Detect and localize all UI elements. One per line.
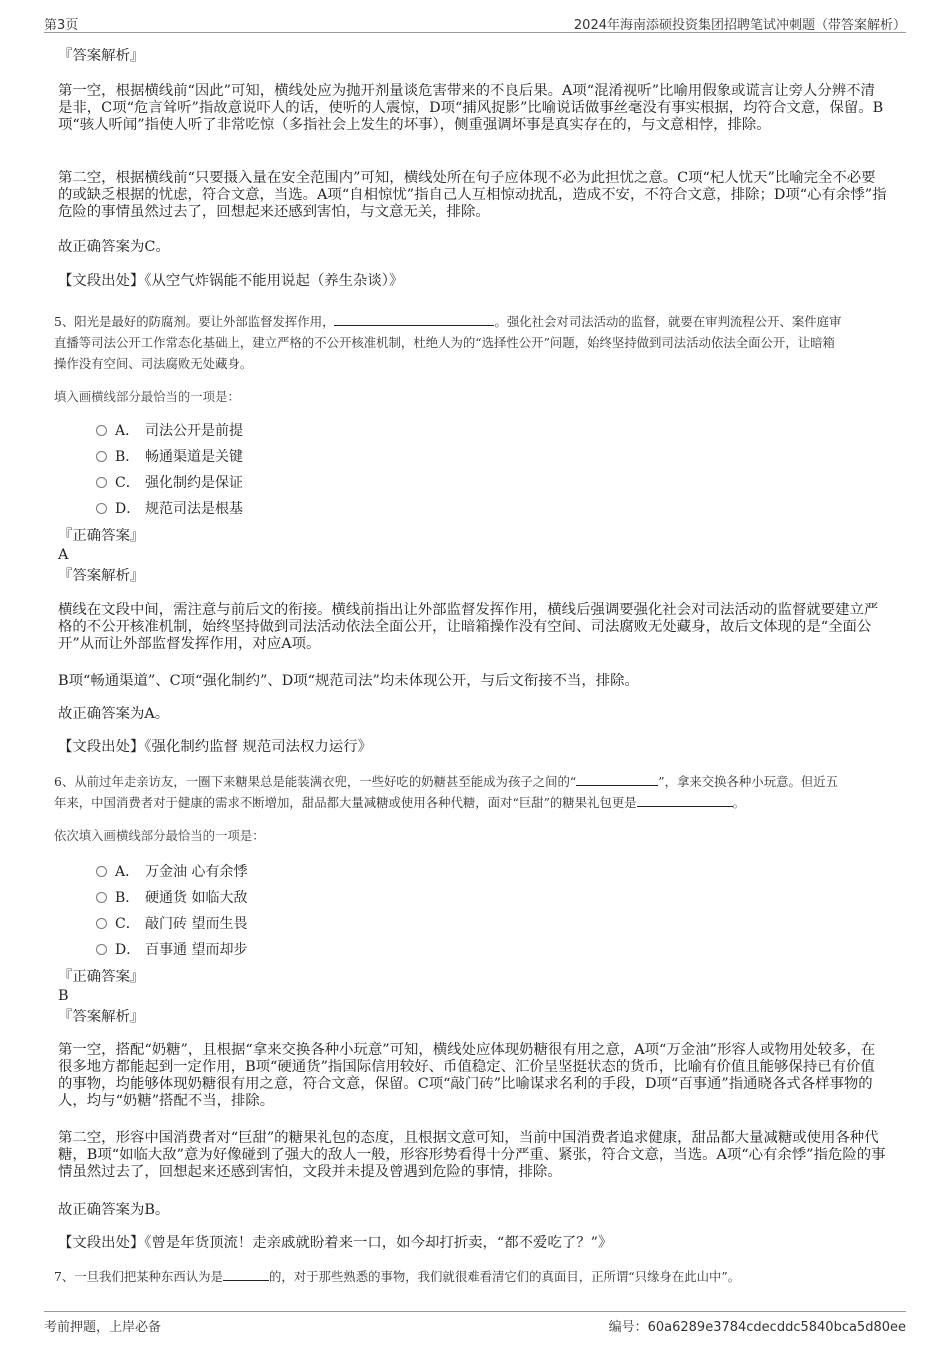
q6-answer-label: 『正确答案』 <box>58 969 145 985</box>
q6-option-a[interactable]: A． 万金油 心有余悸 <box>96 863 247 881</box>
q6-prompt: 依次填入画横线部分最恰当的一项是： <box>54 828 265 843</box>
page-header <box>44 12 906 33</box>
radio-icon[interactable] <box>96 944 107 955</box>
q4-analysis-label: 『答案解析』 <box>58 48 145 64</box>
page-number: 第3页 <box>44 18 79 33</box>
radio-icon[interactable] <box>96 451 107 462</box>
q5-answer-label: 『正确答案』 <box>58 528 145 544</box>
q5-option-c[interactable]: C． 强化制约是保证 <box>96 474 243 492</box>
footer-slogan: 考前押题，上岸必备 <box>44 1320 162 1335</box>
q5-analysis-label: 『答案解析』 <box>58 568 145 584</box>
q5-analysis-p1: 横线在文段中间，需注意与前后文的衔接。横线前指出让外部监督发挥作用，横线后强调要强化社会对司法活动的监督就要建立严格的不公开核准机制，始终坚持做到司法活动依法全面公开，让暗箱操作没有空间、司法腐败无处藏身，故后文体现的是“全面公开”从而让外部监督发挥作用，对应A项。 <box>58 602 879 652</box>
q5-option-d[interactable]: D． 规范司法是根基 <box>96 500 243 518</box>
q6-stem <box>54 771 896 813</box>
q6-option-d[interactable]: D． 百事通 望而却步 <box>96 941 247 959</box>
q5-analysis-p2: B项“畅通渠道”、C项“强化制约”、D项“规范司法”均未体现公开，与后文衔接不当，排除。 <box>58 673 639 689</box>
q5-source: 【文段出处】《强化制约监督 规范司法权力运行》 <box>58 739 372 755</box>
q6-blank-2 <box>637 794 733 807</box>
document-title: 2024年海南添硕投资集团招聘笔试冲刺题（带答案解析） <box>573 18 906 33</box>
q6-analysis-label: 『答案解析』 <box>58 1009 145 1025</box>
q6-source: 【文段出处】《曾是年货顶流！走亲戚就盼着来一口，如今却打折卖，“都不爱吃了？”》 <box>58 1235 613 1251</box>
q5-stem-line3: 操作没有空间、司法腐败无处藏身。 <box>54 356 253 371</box>
q5-prompt: 填入画横线部分最恰当的一项是： <box>54 389 240 404</box>
q7-blank <box>223 1268 269 1281</box>
q6-answer: B <box>58 988 69 1004</box>
q5-option-b[interactable]: B． 畅通渠道是关键 <box>96 448 243 466</box>
q4-analysis-conclusion: 故正确答案为C。 <box>58 239 170 255</box>
q4-source: 【文段出处】《从空气炸锅能不能用说起（养生杂谈）》 <box>58 273 404 289</box>
q6-blank-1 <box>576 773 658 786</box>
document-id: 编号：60a6289e3784cdecddc5840bca5d80ee <box>608 1320 906 1335</box>
q5-stem <box>54 311 896 374</box>
q7-stem: 7、一旦我们把某种东西认为是 的，对于那些熟悉的事物，我们就很难看清它们的真面目，正所谓“只缘身在此山中”。 <box>54 1269 741 1284</box>
radio-icon[interactable] <box>96 425 107 436</box>
q5-answer: A <box>58 547 69 563</box>
radio-icon[interactable] <box>96 918 107 929</box>
q6-analysis-p2: 第二空，形容中国消费者对“巨甜”的糖果礼包的态度，且根据文意可知，当前中国消费者追求健康，甜品都大量减糖或使用各种代糖，B项“如临大敌”意为好像碰到了强大的敌人一般，形容形势看得十分严重、紧张，符合文意，当选。A项“心有余悸”指危险的事情虽然过去了，回想起来还感到害怕，文段并未提及曾遇到危险的事情，排除。 <box>58 1130 886 1180</box>
radio-icon[interactable] <box>96 866 107 877</box>
q5-blank <box>334 313 494 326</box>
radio-icon[interactable] <box>96 503 107 514</box>
q6-option-b[interactable]: B． 硬通货 如临大敌 <box>96 889 247 907</box>
q6-analysis-p1: 第一空，搭配“奶糖”，且根据“拿来交换各种小玩意”可知，横线处应体现奶糖很有用之意，A项“万金油”形容人或物用处较多，在很多地方都能起到一定作用，B项“硬通货”指国际信用较好、币值稳定、汇价呈坚挺状态的货币，比喻有价值且能够保持已有价值的事物，均能够体现奶糖很有用之意，符合文意，保留。C项“敲门砖”比喻谋求名利的手段，D项“百事通”指通晓各式各样事物的人，均与“奶糖”搭配不当，排除。 <box>58 1042 876 1109</box>
page-footer <box>44 1311 906 1335</box>
q6-stem-line2: 年来，中国消费者对于健康的需求不断增加，甜品都大量减糖或使用各种代糖，面对“巨甜”的糖果礼包更是 。 <box>54 795 746 810</box>
q5-option-a[interactable]: A． 司法公开是前提 <box>96 422 243 440</box>
radio-icon[interactable] <box>96 892 107 903</box>
q5-stem-line2: 直播等司法公开工作常态化基础上，建立严格的不公开核准机制，杜绝人为的“选择性公开”问题，始终坚持做到司法活动依法全面公开，让暗箱 <box>54 335 835 350</box>
q4-analysis-p2: 第二空，根据横线前“只要摄入量在安全范围内”可知，横线处所在句子应体现不必为此担忧之意。C项“杞人忧天”比喻完全不必要的或缺乏根据的忧虑，符合文意，当选。A项“自相惊忧”指自己人互相惊动扰乱，造成不安，不符合文意，排除；D项“心有余悸”指危险的事情虽然过去了，回想起来还感到害怕，与文意无关，排除。 <box>58 170 887 220</box>
q5-analysis-conclusion: 故正确答案为A。 <box>58 706 170 722</box>
q6-analysis-conclusion: 故正确答案为B。 <box>58 1202 170 1218</box>
q6-option-c[interactable]: C． 敲门砖 望而生畏 <box>96 915 247 933</box>
radio-icon[interactable] <box>96 477 107 488</box>
q5-stem-line1: 5、阳光是最好的防腐剂。要让外部监督发挥作用， 。强化社会对司法活动的监督，就要在审判流程公开、案件庭审 <box>54 314 842 329</box>
q6-stem-line1: 6、从前过年走亲访友，一圈下来糖果总是能装满衣兜，一些好吃的奶糖甚至能成为孩子之间的“ ”，拿来交换各种小玩意。但近五 <box>54 774 839 789</box>
q4-analysis-p1: 第一空，根据横线前“因此”可知，横线处应为抛开剂量谈危害带来的不良后果。A项“混淆视听”比喻用假象或谎言让旁人分辨不清是非，C项“危言耸听”指故意说吓人的话，使听的人震惊，D项“捕风捉影”比喻说话做事丝毫没有事实根据，均符合文意，保留。B项“骇人听闻”指使人听了非常吃惊（多指社会上发生的坏事），侧重强调坏事是真实存在的，与文意相悖，排除。 <box>58 83 884 133</box>
